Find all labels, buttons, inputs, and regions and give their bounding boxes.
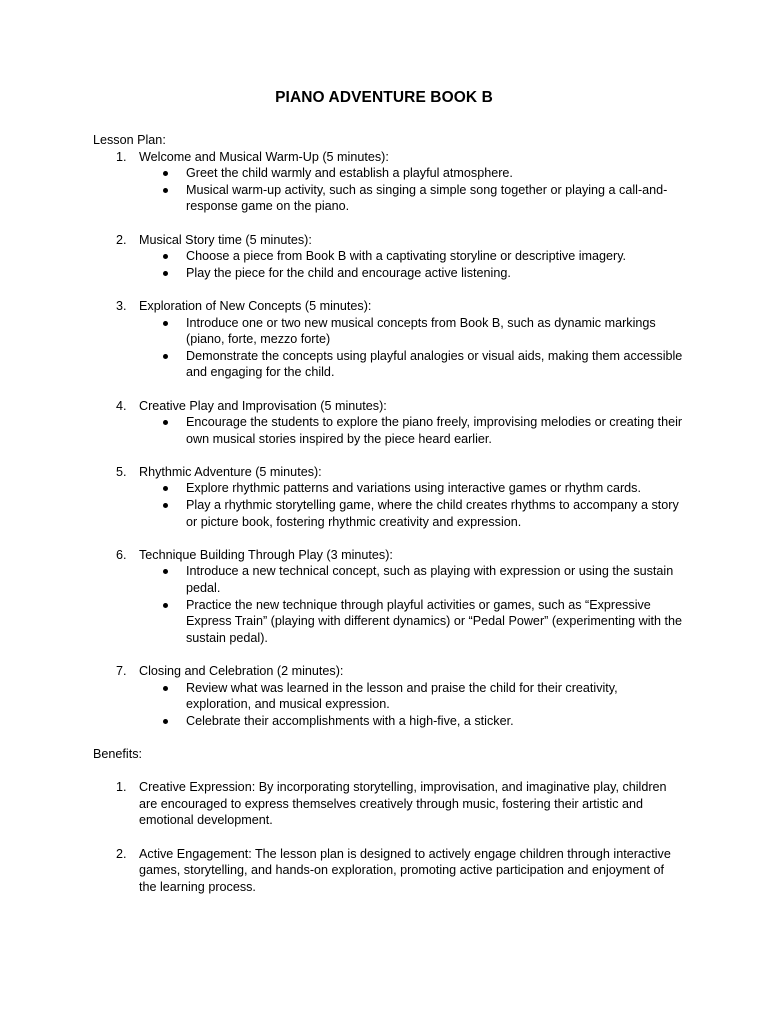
benefit-text: Creative Expression: By incorporating storytelling, improvisation, and imaginative play, children are encouraged to express themselves creatively through music, fostering their artistic and emotional development. [139, 780, 667, 828]
step-number: 4. [116, 398, 127, 413]
bullet-icon [163, 420, 168, 425]
benefit-item [93, 846, 683, 896]
bullet-text: Musical warm-up activity, such as singing a simple song together or playing a call-and-response game on the piano. [186, 182, 668, 214]
bullet-text: Review what was learned in the lesson and praise the child for their creativity, exploration, and musical expression. [186, 680, 618, 712]
lesson-step [93, 398, 683, 448]
step-number: 7. [116, 664, 127, 678]
benefit-number: 1. [116, 780, 127, 795]
bullet-icon [163, 486, 168, 491]
bullet-item [139, 348, 683, 381]
step-number: 3. [116, 298, 127, 313]
bullet-item [139, 248, 683, 265]
step-bullets [139, 165, 683, 215]
bullet-icon [163, 686, 168, 691]
bullet-item [139, 480, 683, 497]
bullet-text: Practice the new technique through playful activities or games, such as “Expressive Express Train” (playing with different dynamics) or “Pedal Power” (experimenting with the sustain pedal). [186, 597, 683, 645]
bullet-text: Greet the child warmly and establish a playful atmosphere. [186, 166, 513, 181]
bullet-item [139, 265, 683, 282]
bullet-icon [163, 569, 168, 574]
lesson-step [93, 149, 683, 215]
benefits-heading: Benefits: [93, 746, 143, 761]
bullet-text: Demonstrate the concepts using playful analogies or visual aids, making them accessible and engaging for the child. [186, 348, 683, 380]
lesson-step [93, 464, 683, 530]
step-heading: Creative Play and Improvisation (5 minutes): [139, 398, 387, 413]
bullet-text: Introduce one or two new musical concepts from Book B, such as dynamic markings (piano, forte, mezzo forte) [186, 315, 656, 347]
bullet-item [139, 315, 683, 348]
lesson-step [93, 663, 683, 729]
bullet-item [139, 680, 683, 713]
bullet-icon [163, 603, 168, 608]
bullet-item [139, 165, 683, 182]
bullet-icon [163, 254, 168, 259]
step-number: 6. [116, 547, 127, 562]
step-heading: Exploration of New Concepts (5 minutes): [139, 298, 372, 313]
bullet-item [139, 414, 683, 447]
step-number: 5. [116, 464, 127, 479]
bullet-text: Encourage the students to explore the piano freely, improvising melodies or creating their own musical stories inspired by the piece heard earlier. [186, 415, 683, 446]
bullet-text: Play a rhythmic storytelling game, where the child creates rhythms to accompany a story or picture book, fostering rhythmic creativity and expression. [186, 498, 679, 529]
bullet-item [139, 497, 683, 530]
step-bullets [139, 315, 683, 381]
bullet-icon [163, 271, 168, 276]
step-number: 2. [116, 232, 127, 247]
section-spacer [93, 763, 683, 780]
step-heading: Musical Story time (5 minutes): [139, 232, 312, 247]
bullet-text: Play the piece for the child and encourage active listening. [186, 265, 511, 280]
bullet-text: Introduce a new technical concept, such as playing with expression or using the sustain pedal. [186, 564, 674, 596]
bullet-item [139, 563, 683, 596]
lesson-step [93, 232, 683, 282]
step-heading: Closing and Celebration (2 minutes): [139, 664, 344, 678]
step-heading: Welcome and Musical Warm-Up (5 minutes): [139, 149, 389, 164]
lesson-step [93, 547, 683, 647]
benefits-list [93, 779, 683, 895]
bullet-text: Choose a piece from Book B with a captivating storyline or descriptive imagery. [186, 249, 627, 264]
bullet-icon [163, 171, 168, 176]
step-heading: Rhythmic Adventure (5 minutes): [139, 464, 322, 479]
step-bullets [139, 248, 683, 281]
bullet-item [139, 597, 683, 647]
step-bullets [139, 414, 683, 447]
step-bullets [139, 480, 683, 530]
bullet-icon [163, 503, 168, 508]
bullet-icon [163, 321, 168, 326]
bullet-text: Celebrate their accomplishments with a high-five, a sticker. [186, 713, 514, 728]
bullet-item [139, 713, 683, 730]
bullet-item [139, 182, 683, 215]
benefit-number: 2. [116, 846, 127, 861]
bullet-icon [163, 719, 168, 724]
step-bullets [139, 680, 683, 730]
step-bullets [139, 563, 683, 646]
benefit-item [93, 779, 683, 829]
lesson-plan-heading: Lesson Plan: [93, 133, 166, 147]
benefit-text: Active Engagement: The lesson plan is designed to actively engage children through interactive games, storytelling, and hands-on exploration, promoting active participation and enjoyment of the learning process. [139, 846, 671, 894]
lesson-steps-list [93, 149, 683, 730]
step-number: 1. [116, 149, 127, 164]
bullet-icon [163, 188, 168, 193]
document-title: PIANO ADVENTURE BOOK B [275, 89, 493, 106]
document-body [93, 132, 683, 895]
bullet-icon [163, 354, 168, 359]
step-heading: Technique Building Through Play (3 minutes): [139, 547, 393, 562]
section-spacer [93, 729, 683, 746]
lesson-step [93, 298, 683, 381]
bullet-text: Explore rhythmic patterns and variations using interactive games or rhythm cards. [186, 481, 641, 496]
